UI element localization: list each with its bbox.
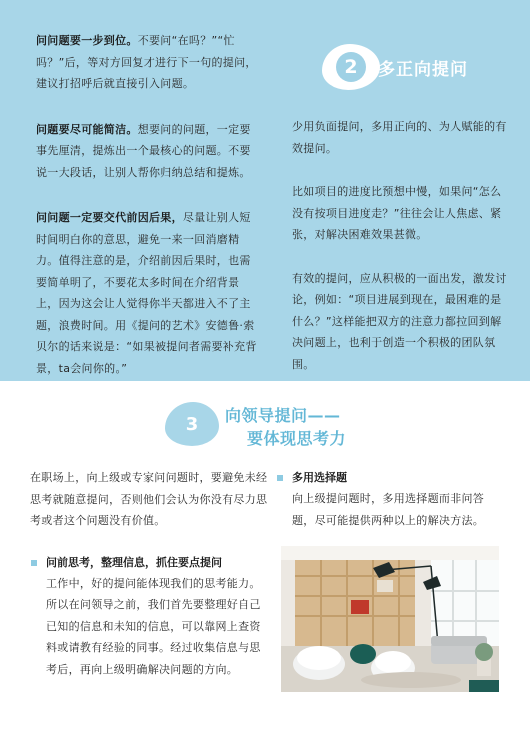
right-top-column bbox=[292, 116, 512, 397]
bullet-think-first-title: 问前思考，整理信息，抓住要点提问 bbox=[46, 555, 222, 569]
leader-intro-paragraph: 在职场上，向上级或专家问问题时，要避免未经思考就随意提问，否则他们会认为你没有尽力思考或者这个问题没有价值。 bbox=[30, 471, 268, 527]
bullet-multiple-choice-title: 多用选择题 bbox=[292, 471, 347, 484]
bullet-think-first bbox=[30, 552, 270, 573]
tip-1-lead: 问问题要一步到位。 bbox=[36, 34, 138, 47]
section-3-title-line-2: 要体现思考力 bbox=[247, 429, 347, 448]
tip-2-text: 想要问的问题，一定要事先厘清，提炼出一个最核心的问题。不要说一大段话，让别人帮你归纳总结和提炼。 bbox=[36, 122, 251, 179]
bullet-square-icon bbox=[31, 560, 37, 566]
section-3-number-badge bbox=[165, 402, 219, 446]
positive-paragraph-2: 比如项目的进度比预想中慢，如果问“怎么没有按项目进度走？”往往会让人焦虑、紧张，对解决困难效果甚微。 bbox=[292, 185, 502, 241]
bullet-multiple-choice-body: 向上级提问题时，多用选择题而非问答题，尽可能提供两种以上的解决方法。 bbox=[292, 492, 485, 527]
section-3-title-line-1: 向领导提问—— bbox=[225, 406, 341, 425]
office-photo bbox=[281, 546, 499, 692]
bullet-multiple-choice bbox=[276, 467, 506, 488]
section-2-number: 2 bbox=[336, 52, 366, 82]
left-top-column bbox=[36, 30, 260, 403]
section-3-number: 3 bbox=[185, 413, 199, 435]
tip-paragraph-3 bbox=[36, 207, 260, 379]
section-2-number-badge bbox=[322, 44, 380, 90]
bullet-think-first-body: 工作中，好的提问能体现我们的思考能力。所以在问领导之前，我们首先要整理好自己已知的信息和未知的信息，可以靠网上查资料或请教有经验的同事。经过收集信息与思考后，再向上级明确解决问题的方向。 bbox=[46, 576, 261, 676]
tip-paragraph-2 bbox=[36, 119, 260, 184]
tip-2-lead: 问题要尽可能简洁。 bbox=[36, 122, 138, 136]
positive-paragraph-3: 有效的提问，应从积极的一面出发，激发讨论，例如：“项目进展到现在，最困难的是什么？”这样能把双方的注意力都拉回到解决问题上，也利于创造一个积极的团队氛围。 bbox=[292, 271, 507, 371]
tip-paragraph-1 bbox=[36, 30, 260, 95]
tip-3-lead: 问问题一定要交代前因后果， bbox=[36, 211, 183, 224]
right-bottom-column bbox=[276, 467, 506, 531]
tip-1-text: 不要问“在吗？”“忙吗？”后，等对方回复才进行下一句的提问，建议打招呼后就直接引入问题。 bbox=[36, 34, 257, 90]
tip-3-text: 尽量让别人短时间明白你的意思，避免一来一回消磨精力。值得注意的是，介绍前因后果时，也需要简单明了，不要花太多时间在介绍背景上，因为这会让人觉得你半天都进入不了主题，浪费时间。用《提问的艺术》安德鲁·索贝尔的话来说是：“如果被提问者需要补充背景，ta会问你的。” bbox=[36, 211, 257, 375]
office-photo-image bbox=[281, 546, 499, 692]
positive-paragraph-1: 少用负面提问，多用正向的、为人赋能的有效提问。 bbox=[292, 120, 507, 155]
left-bottom-column bbox=[30, 467, 270, 680]
section-2-title: 多正向提问 bbox=[378, 60, 468, 80]
bullet-square-icon bbox=[277, 475, 283, 481]
